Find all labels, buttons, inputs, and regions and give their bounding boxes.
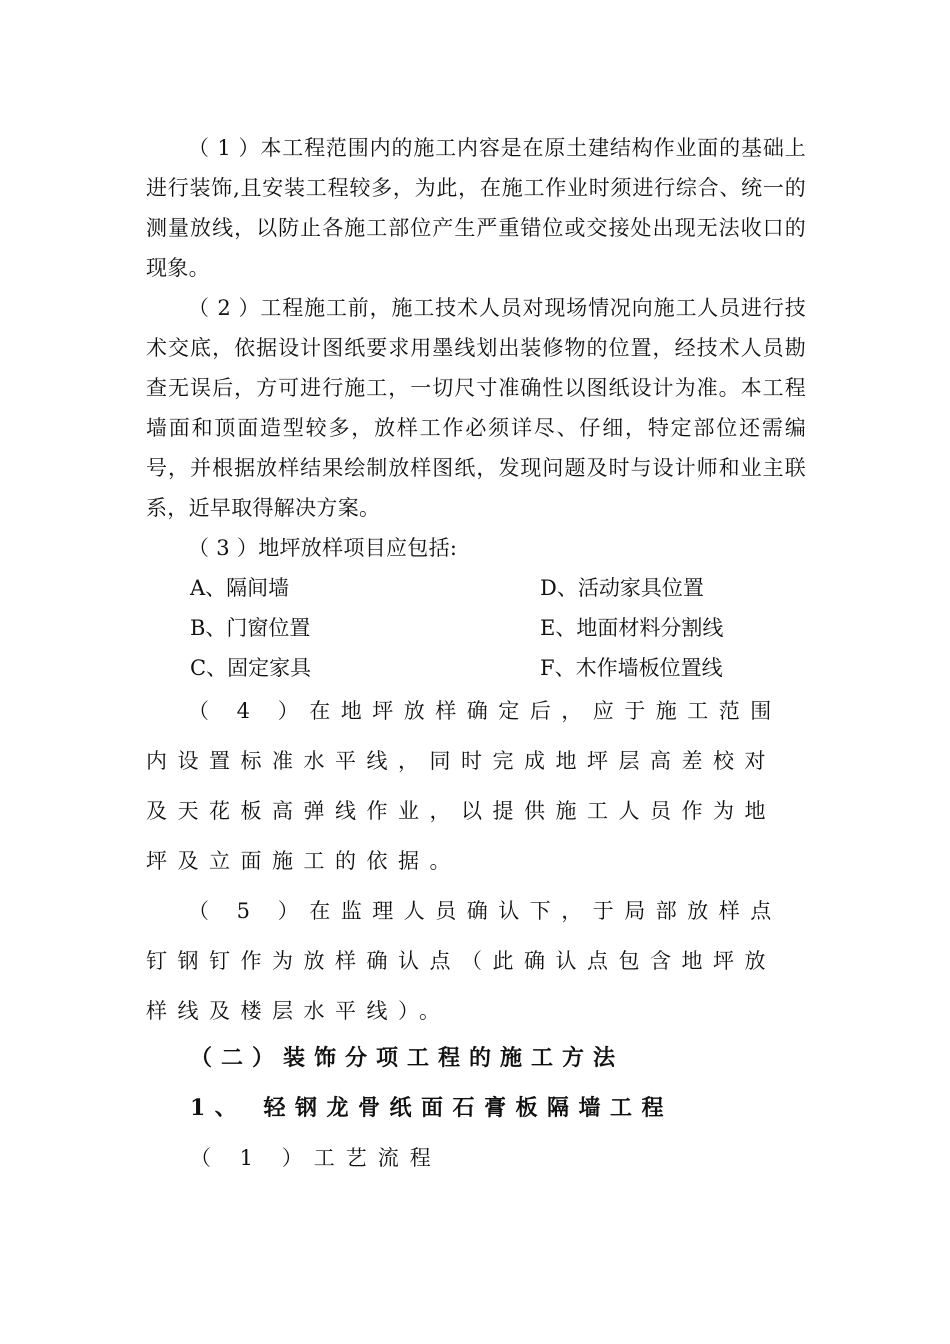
list-item-d: D、活动家具位置 (540, 576, 704, 600)
paragraph-2: （ 2 ）工程施工前，施工技术人员对现场情况向施工人员进行技术交底，依据设计图纸要求用墨线划出装修物的位置，经技术人员勘查无误后，方可进行施工，一切尺寸准确性以图纸设计为准。本工程墙面和顶面造型较多，放样工作必须详尽、仔细，特定部位还需编号，并根据放样结果绘制放样图纸，发现问题及时与设计师和业主联系，近早取得解决方案。 (146, 296, 806, 520)
paragraph-1: （ 1 ）本工程范围内的施工内容是在原土建结构作业面的基础上进行装饰,且安装工程较多，为此，在施工作业时须进行综合、统一的测量放线，以防止各施工部位产生严重错位或交接处出现无法收口的现象。 (146, 136, 806, 280)
paragraph-3: （ 3 ）地坪放样项目应包括: (188, 536, 458, 560)
list-row-1 (190, 568, 810, 608)
list-item-b: B、门窗位置 (190, 616, 311, 640)
paragraph-5: （ 5 ）在监理人员确认下，于局部放样点钉钢钉作为放样确认点（此确认点包含地坪放样线及楼层水平线）。 (146, 899, 782, 1023)
list-row-3 (190, 648, 810, 688)
step-heading: （ 1 ）工艺流程 (190, 1146, 442, 1170)
list-item-c: C、固定家具 (190, 656, 312, 680)
list-row-2 (190, 608, 810, 648)
list-item-a: A、隔间墙 (190, 576, 290, 600)
list-item-e: E、地面材料分割线 (540, 616, 724, 640)
paragraph-4: （ 4 ）在地坪放样确定后，应于施工范围内设置标准水平线，同时完成地坪层高差校对及天花板高弹线作业，以提供施工人员作为地坪及立面施工的依据。 (146, 699, 782, 873)
list-item-f: F、木作墙板位置线 (540, 656, 723, 680)
section-heading: （二）装饰分项工程的施工方法 (190, 1045, 625, 1071)
subsection-heading: 1、 轻钢龙骨纸面石膏板隔墙工程 (190, 1095, 673, 1121)
